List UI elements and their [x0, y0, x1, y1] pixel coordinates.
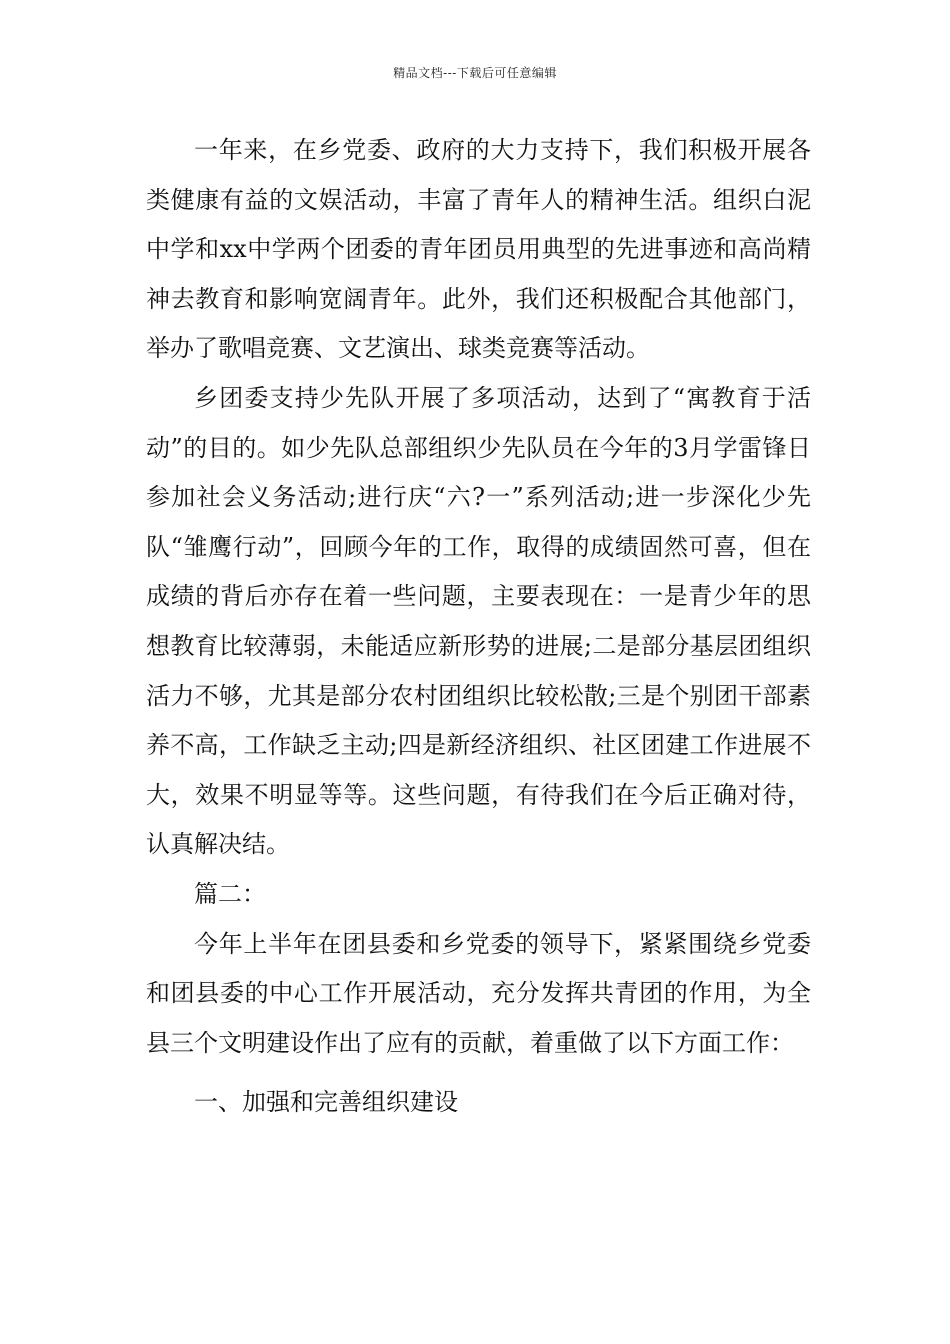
- paragraph-1: 一年来，在乡党委、政府的大力支持下，我们积极开展各类健康有益的文娱活动，丰富了青年人的精神生活。组织白泥中学和xx中学两个团委的青年团员用典型的先进事迹和高尚精神去教育和影响宽阔青年。此外，我们还积极配合其他部门，举办了歌唱竞赛、文艺演出、球类竞赛等活动。: [146, 136, 811, 363]
- document-body: [146, 126, 811, 1128]
- paragraph-3: 今年上半年在团县委和乡党委的领导下，紧紧围绕乡党委和团县委的中心工作开展活动，充分发挥共青团的作用，为全县三个文明建设作出了应有的贡献，着重做了以下方面工作：: [146, 929, 811, 1057]
- section-heading: 一、加强和完善组织建设: [194, 1088, 458, 1117]
- paragraph-2: 乡团委支持少先队开展了多项活动，达到了“寓教育于活动”的目的。如少先队总部组织少先队员在今年的3月学雷锋日参加社会义务活动;进行庆“六?一”系列活动;进一步深化少先队“雏鹰行动”，回顾今年的工作，取得的成绩固然可喜，但在成绩的背后亦存在着一些问题，主要表现在：一是青少年的思想教育比较薄弱，未能适应新形势的进展;二是部分基层团组织活力不够，尤其是部分农村团组织比较松散;三是个别团干部素养不高，工作缺乏主动;四是新经济组织、社区团建工作进展不大，效果不明显等等。这些问题，有待我们在今后正确对待，认真解决结。: [146, 383, 811, 859]
- section-label: 篇二：: [194, 879, 266, 908]
- page-header: 精品文档---下载后可任意编辑: [393, 66, 557, 80]
